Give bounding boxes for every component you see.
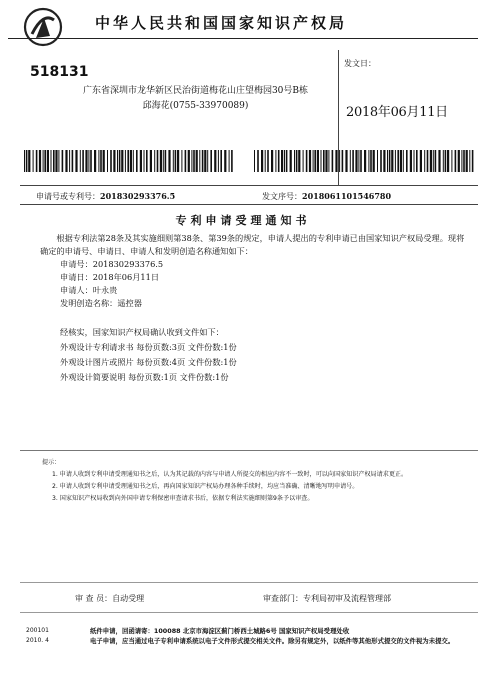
application-number-label: 申请号或专利号：	[36, 192, 100, 201]
barcode-bar	[160, 150, 162, 172]
signoff-divider-bottom	[20, 612, 478, 613]
barcode-bar	[117, 150, 118, 172]
notice-item: 2. 申请人收到专利申请受理通知书之后，再向国家知识产权局办理各种手续时，均应当准确、清晰地写明申请号。	[52, 483, 359, 490]
barcode-bar	[314, 150, 316, 172]
barcode-bar	[150, 150, 152, 172]
barcode-bar	[204, 150, 206, 172]
barcode-bar	[313, 150, 314, 172]
barcode-bar	[136, 150, 138, 172]
barcode-bar	[58, 150, 59, 172]
barcode-bar	[103, 150, 105, 172]
address-line: 广东省深圳市龙华新区民治街道梅花山庄望梅园30号B栋	[82, 86, 309, 96]
barcode-bar	[229, 150, 230, 172]
form-code-version: 2010. 4	[26, 637, 49, 644]
barcode-bar	[451, 150, 452, 172]
barcode-bar	[199, 150, 200, 172]
barcode-bar	[286, 150, 288, 172]
received-item: 外观设计图片或照片 每份页数:4页 文件份数:1份	[60, 357, 237, 367]
barcode-bar	[207, 150, 208, 172]
field-value: 遥控器	[117, 298, 142, 308]
barcode-bar	[177, 150, 179, 172]
barcode-bar	[125, 150, 126, 172]
field-application-number	[40, 258, 472, 271]
barcode-bar	[427, 150, 429, 172]
barcode-bar	[94, 150, 96, 172]
barcode-bar	[278, 150, 280, 172]
barcode-bar	[175, 150, 177, 172]
barcode-bar	[294, 150, 295, 172]
barcode-bar	[298, 150, 300, 172]
intro-paragraph: 根据专利法第28条及其实施细则第38条、第39条的规定，申请人提出的专利申请已由国家知识产权局受理。现将确定的申请号、申请日、申请人和发明创造名称通知如下：	[40, 233, 465, 256]
form-code	[26, 626, 49, 646]
barcode-bar	[85, 150, 87, 172]
barcode-bar	[55, 150, 57, 172]
form-code-number: 200101	[26, 627, 49, 634]
barcode-bar	[218, 150, 219, 172]
barcode-bar	[303, 150, 304, 172]
notice-heading: 提示：	[42, 459, 61, 466]
received-item: 外观设计简要说明 每份页数:1页 文件份数:1份	[60, 372, 229, 382]
barcode-bar	[191, 150, 192, 172]
barcode-bar	[342, 150, 344, 172]
barcode-bar	[414, 150, 415, 172]
barcode-bar	[472, 150, 474, 172]
barcode-bar	[391, 150, 393, 172]
barcode-bar	[443, 150, 444, 172]
barcode-bar	[275, 150, 276, 172]
barcode-bar	[403, 150, 404, 172]
barcode-bar	[395, 150, 396, 172]
barcode-bar	[438, 150, 440, 172]
document-title: 专利申请受理通知书	[175, 214, 311, 227]
notice-tips	[42, 457, 470, 505]
barcode-bar	[100, 150, 102, 172]
barcode-bar	[165, 150, 167, 172]
barcode-bar	[231, 150, 233, 172]
issue-date-label: 发文日：	[344, 59, 376, 68]
barcode-bar	[406, 150, 408, 172]
barcode-bar	[461, 150, 462, 172]
barcode-bar	[26, 150, 28, 172]
barcode-bar	[325, 150, 327, 172]
barcode-bar	[181, 150, 182, 172]
received-files	[60, 325, 237, 385]
barcode-bar	[254, 150, 255, 172]
barcode-bar	[455, 150, 457, 172]
barcode-bar	[62, 150, 64, 172]
serial-number-value: 2018061101546780	[302, 191, 392, 201]
barcode-bar	[110, 150, 112, 172]
barcode-bar	[80, 150, 81, 172]
field-invention-name	[40, 297, 472, 310]
barcode-bar	[144, 150, 145, 172]
recipient-address	[58, 84, 333, 114]
barcode-bar	[317, 150, 319, 172]
barcode-bar	[380, 150, 382, 172]
barcode-bar	[36, 150, 38, 172]
barcode-bar	[140, 150, 142, 172]
examiner-label: 审 查 员：	[75, 594, 113, 603]
barcode-bar	[281, 150, 283, 172]
notice-divider	[20, 450, 478, 451]
title-divider	[20, 204, 478, 205]
barcode-bar	[433, 150, 434, 172]
department-value: 专利局初审及流程管理部	[303, 594, 391, 603]
barcode-bar	[368, 150, 369, 172]
barcode-bar	[430, 150, 432, 172]
barcode-bar	[416, 150, 418, 172]
barcode-bar	[352, 150, 354, 172]
barcode-bar	[284, 150, 285, 172]
barcode-bar	[90, 150, 92, 172]
barcode-bar	[360, 150, 362, 172]
barcode-bar	[296, 150, 298, 172]
field-value: 叶永贵	[92, 285, 118, 295]
received-intro: 经核实，国家知识产权局确认收到文件如下：	[60, 327, 224, 337]
barcode-bar	[28, 150, 30, 172]
barcode-bar	[290, 150, 292, 172]
barcode-bar	[202, 150, 204, 172]
barcode-bar	[358, 150, 359, 172]
field-label: 发明创造名称：	[60, 298, 118, 308]
field-value: 201830293376.5	[92, 259, 164, 269]
address-box-bottom	[20, 185, 478, 186]
signoff-divider-top	[20, 582, 478, 583]
application-number-row	[36, 191, 175, 202]
barcode-bar	[377, 150, 378, 172]
field-label: 申请人：	[60, 285, 93, 295]
barcode-bar	[72, 150, 74, 172]
barcode-bar	[345, 150, 347, 172]
barcode-bar	[75, 150, 77, 172]
barcode-bar	[154, 150, 155, 172]
barcode-bar	[355, 150, 357, 172]
field-application-date	[40, 271, 472, 284]
barcode-bar	[332, 150, 334, 172]
field-label: 申请号：	[60, 259, 93, 269]
barcode-bar	[65, 150, 67, 172]
barcode-bar	[224, 150, 226, 172]
notice-item: 1. 申请人收到专利申请受理通知书之后，认为其记载的内容与申请人所提交的相应内容不一致时，可以向国家知识产权局请求更正。	[52, 471, 408, 478]
barcode-bar	[82, 150, 84, 172]
barcode-bar	[113, 150, 115, 172]
office-name: 中华人民共和国国家知识产权局	[95, 14, 348, 32]
barcode-bar	[267, 150, 269, 172]
barcode-bar	[24, 150, 25, 172]
barcode-bar	[210, 150, 212, 172]
postcode: 518131	[30, 64, 89, 80]
barcode-bar	[33, 150, 34, 172]
barcode-bar	[121, 150, 123, 172]
barcode-bar	[410, 150, 412, 172]
barcode-bar	[350, 150, 351, 172]
barcode-bar	[168, 150, 170, 172]
barcode-bar	[119, 150, 121, 172]
barcode-bar	[447, 150, 449, 172]
barcode-bar	[265, 150, 266, 172]
barcode-bar	[306, 150, 308, 172]
barcode-bar	[271, 150, 273, 172]
barcode-bar	[321, 150, 322, 172]
barcode-bar	[364, 150, 366, 172]
barcode-bar	[51, 150, 52, 172]
barcode-bar	[383, 150, 385, 172]
barcode-bar	[373, 150, 375, 172]
notice-item: 3. 国家知识产权局收到向外国申请专利保密审查请求书后，依据专利法实施细则第9条予以审查。	[52, 495, 314, 502]
barcode-bar	[193, 150, 195, 172]
barcode-bar	[328, 150, 329, 172]
barcode-bar	[107, 150, 108, 172]
barcode-bar	[397, 150, 399, 172]
barcode-bar	[43, 150, 44, 172]
barcode-right	[254, 150, 474, 172]
notice-body	[40, 232, 472, 310]
footer-note	[90, 626, 470, 646]
barcode-bar	[257, 150, 259, 172]
department-label: 审查部门：	[263, 594, 303, 603]
barcode-bar	[39, 150, 41, 172]
barcode-bar	[387, 150, 388, 172]
barcode-bar	[214, 150, 216, 172]
examiner-value: 自动受理	[112, 594, 145, 603]
barcode-bar	[435, 150, 437, 172]
barcode-bar	[420, 150, 422, 172]
barcode-bar	[157, 150, 159, 172]
serial-number-row	[262, 191, 391, 202]
barcode-bar	[88, 150, 89, 172]
barcode-bar	[173, 150, 174, 172]
barcode-bar	[339, 150, 340, 172]
barcode-bar	[196, 150, 198, 172]
department-row	[263, 593, 391, 604]
barcode-bar	[466, 150, 468, 172]
barcode-bar	[185, 150, 187, 172]
barcode-bar	[469, 150, 470, 172]
barcode-bar	[44, 150, 46, 172]
cnipa-logo-icon	[22, 6, 64, 48]
field-label: 申请日：	[60, 272, 93, 282]
header-divider	[8, 38, 478, 39]
barcode-bar	[220, 150, 222, 172]
barcode-bar	[335, 150, 337, 172]
barcode-bar	[146, 150, 148, 172]
barcode-bar	[309, 150, 311, 172]
barcode-bar	[463, 150, 465, 172]
application-number-value: 201830293376.5	[100, 191, 176, 201]
barcode-bar	[130, 150, 132, 172]
barcode-left	[24, 150, 236, 172]
issue-date-value: 2018年06月11日	[346, 105, 448, 120]
received-item: 外观设计专利请求书 每份页数:3页 文件份数:1份	[60, 342, 237, 352]
field-applicant	[40, 284, 472, 297]
examiner-row	[75, 593, 144, 604]
serial-number-label: 发文序号：	[262, 192, 302, 201]
barcode-bar	[445, 150, 447, 172]
barcode-bar	[163, 150, 164, 172]
barcode-bar	[127, 150, 129, 172]
barcode-bar	[389, 150, 391, 172]
barcode-bar	[323, 150, 325, 172]
barcode-bar	[98, 150, 99, 172]
barcode-bar	[47, 150, 49, 172]
barcode-bar	[69, 150, 70, 172]
barcode-bar	[370, 150, 372, 172]
barcode-bar	[424, 150, 425, 172]
barcode-bar	[400, 150, 402, 172]
address-contact: 邱海花(0755-33970089)	[142, 101, 249, 111]
barcode-bar	[53, 150, 55, 172]
field-value: 2018年06月11日	[92, 272, 160, 282]
barcode-bar	[261, 150, 263, 172]
barcode-bar	[458, 150, 460, 172]
footer-electronic-note: 电子申请，应当通过电子专利申请系统以电子文件形式提交相关文件。除另有规定外，以纸件等其他形式提交的文件视为未提交。	[90, 637, 455, 645]
barcode-bar	[133, 150, 134, 172]
barcode-bar	[188, 150, 190, 172]
footer-paper-note: 纸件申请，回函请寄：100088 北京市海淀区蓟门桥西土城路6号 国家知识产权局受理处收	[90, 627, 350, 635]
